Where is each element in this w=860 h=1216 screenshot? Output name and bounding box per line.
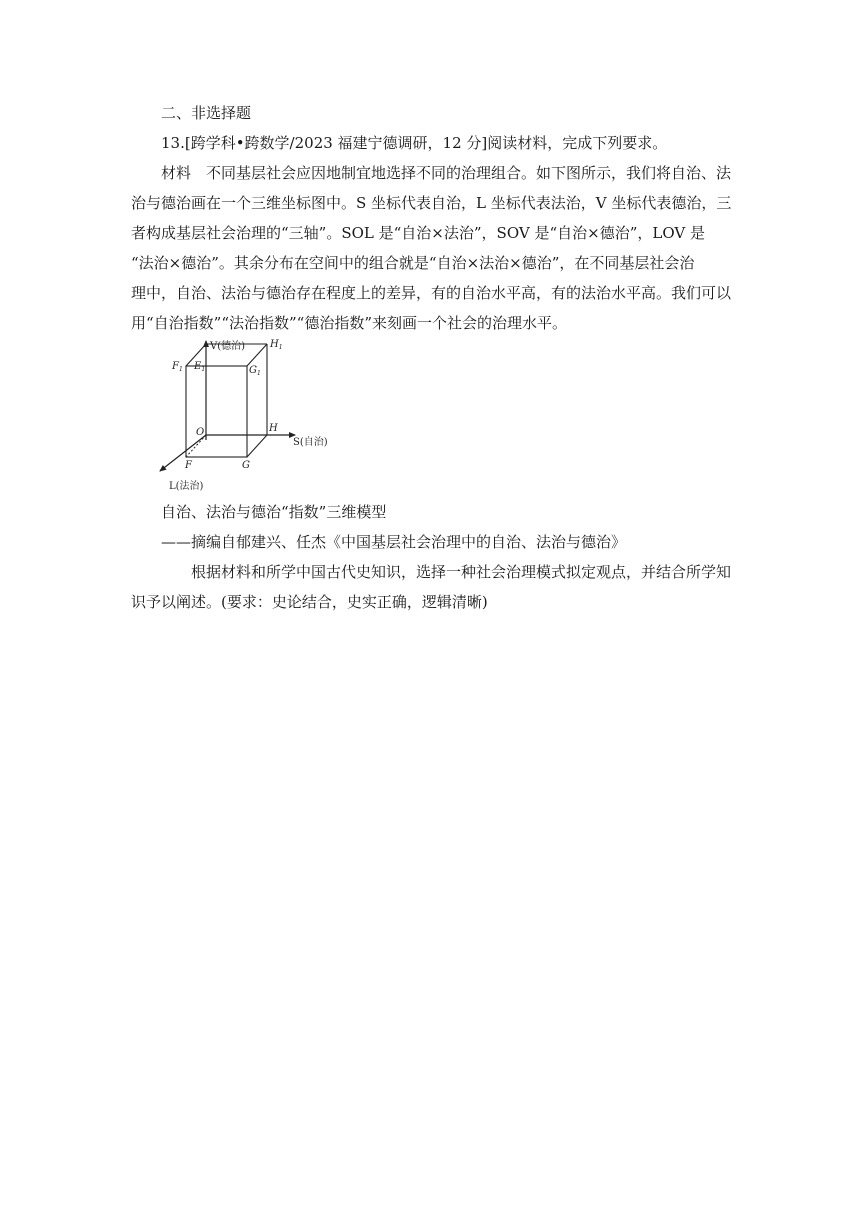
material-line-1: 材料 不同基层社会应因地制宜地选择不同的治理组合。如下图所示，我们将自治、法 xyxy=(161,164,732,182)
task-line-1: 根据材料和所学中国古代史知识，选择一种社会治理模式拟定观点，并结合所学知 xyxy=(191,563,732,581)
figure-caption: 自治、法治与德治“指数”三维模型 xyxy=(161,503,387,521)
cube-top-edge-right xyxy=(247,344,267,366)
s-axis-label: S(自治) xyxy=(293,437,328,448)
source-line: ——摘编自郁建兴、任杰《中国基层社会治理中的自治、法治与德治》 xyxy=(161,533,627,551)
v-axis-label: V(德治) xyxy=(210,341,246,352)
hidden-edge-of xyxy=(186,435,206,457)
point-label-e1: $E_1$ xyxy=(194,361,206,373)
question-header: 13.[跨学科•跨数学/2023 福建宁德调研，12 分]阅读材料，完成下列要求。 xyxy=(161,134,668,152)
point-label-h1: $H_1$ xyxy=(270,339,283,351)
point-label-h: H xyxy=(269,423,278,434)
three-dimensional-governance-diagram xyxy=(150,335,350,495)
material-line-3: 者构成基层社会治理的“三轴”。SOL 是“自治×法治”，SOV 是“自治×德治”，LOV 是 xyxy=(131,224,705,242)
l-axis-label: L(法治) xyxy=(169,481,204,492)
material-line-6: 用“自治指数”“法治指数”“德治指数”来刻画一个社会的治理水平。 xyxy=(131,314,568,332)
point-label-g1: $G_1$ xyxy=(249,365,261,377)
point-label-g: G xyxy=(242,460,250,471)
point-label-f: F xyxy=(185,460,192,471)
task-line-2: 识予以阐述。(要求：史论结合，史实正确，逻辑清晰) xyxy=(131,593,488,611)
point-label-f1: $F_1$ xyxy=(172,361,183,373)
material-line-2: 治与德治画在一个三维坐标图中。S 坐标代表自治，L 坐标代表法治，V 坐标代表德治，三 xyxy=(131,194,732,212)
cube-bottom-right-edge xyxy=(247,435,267,457)
l-axis xyxy=(160,435,206,471)
section-heading: 二、非选择题 xyxy=(161,104,252,122)
point-label-o: O xyxy=(196,427,205,438)
material-line-4: “法治×德治”。其余分布在空间中的组合就是“自治×法治×德治”，在不同基层社会治 xyxy=(131,254,695,272)
material-line-5: 理中，自治、法治与德治存在程度上的差异，有的自治水平高，有的法治水平高。我们可以 xyxy=(131,284,732,302)
